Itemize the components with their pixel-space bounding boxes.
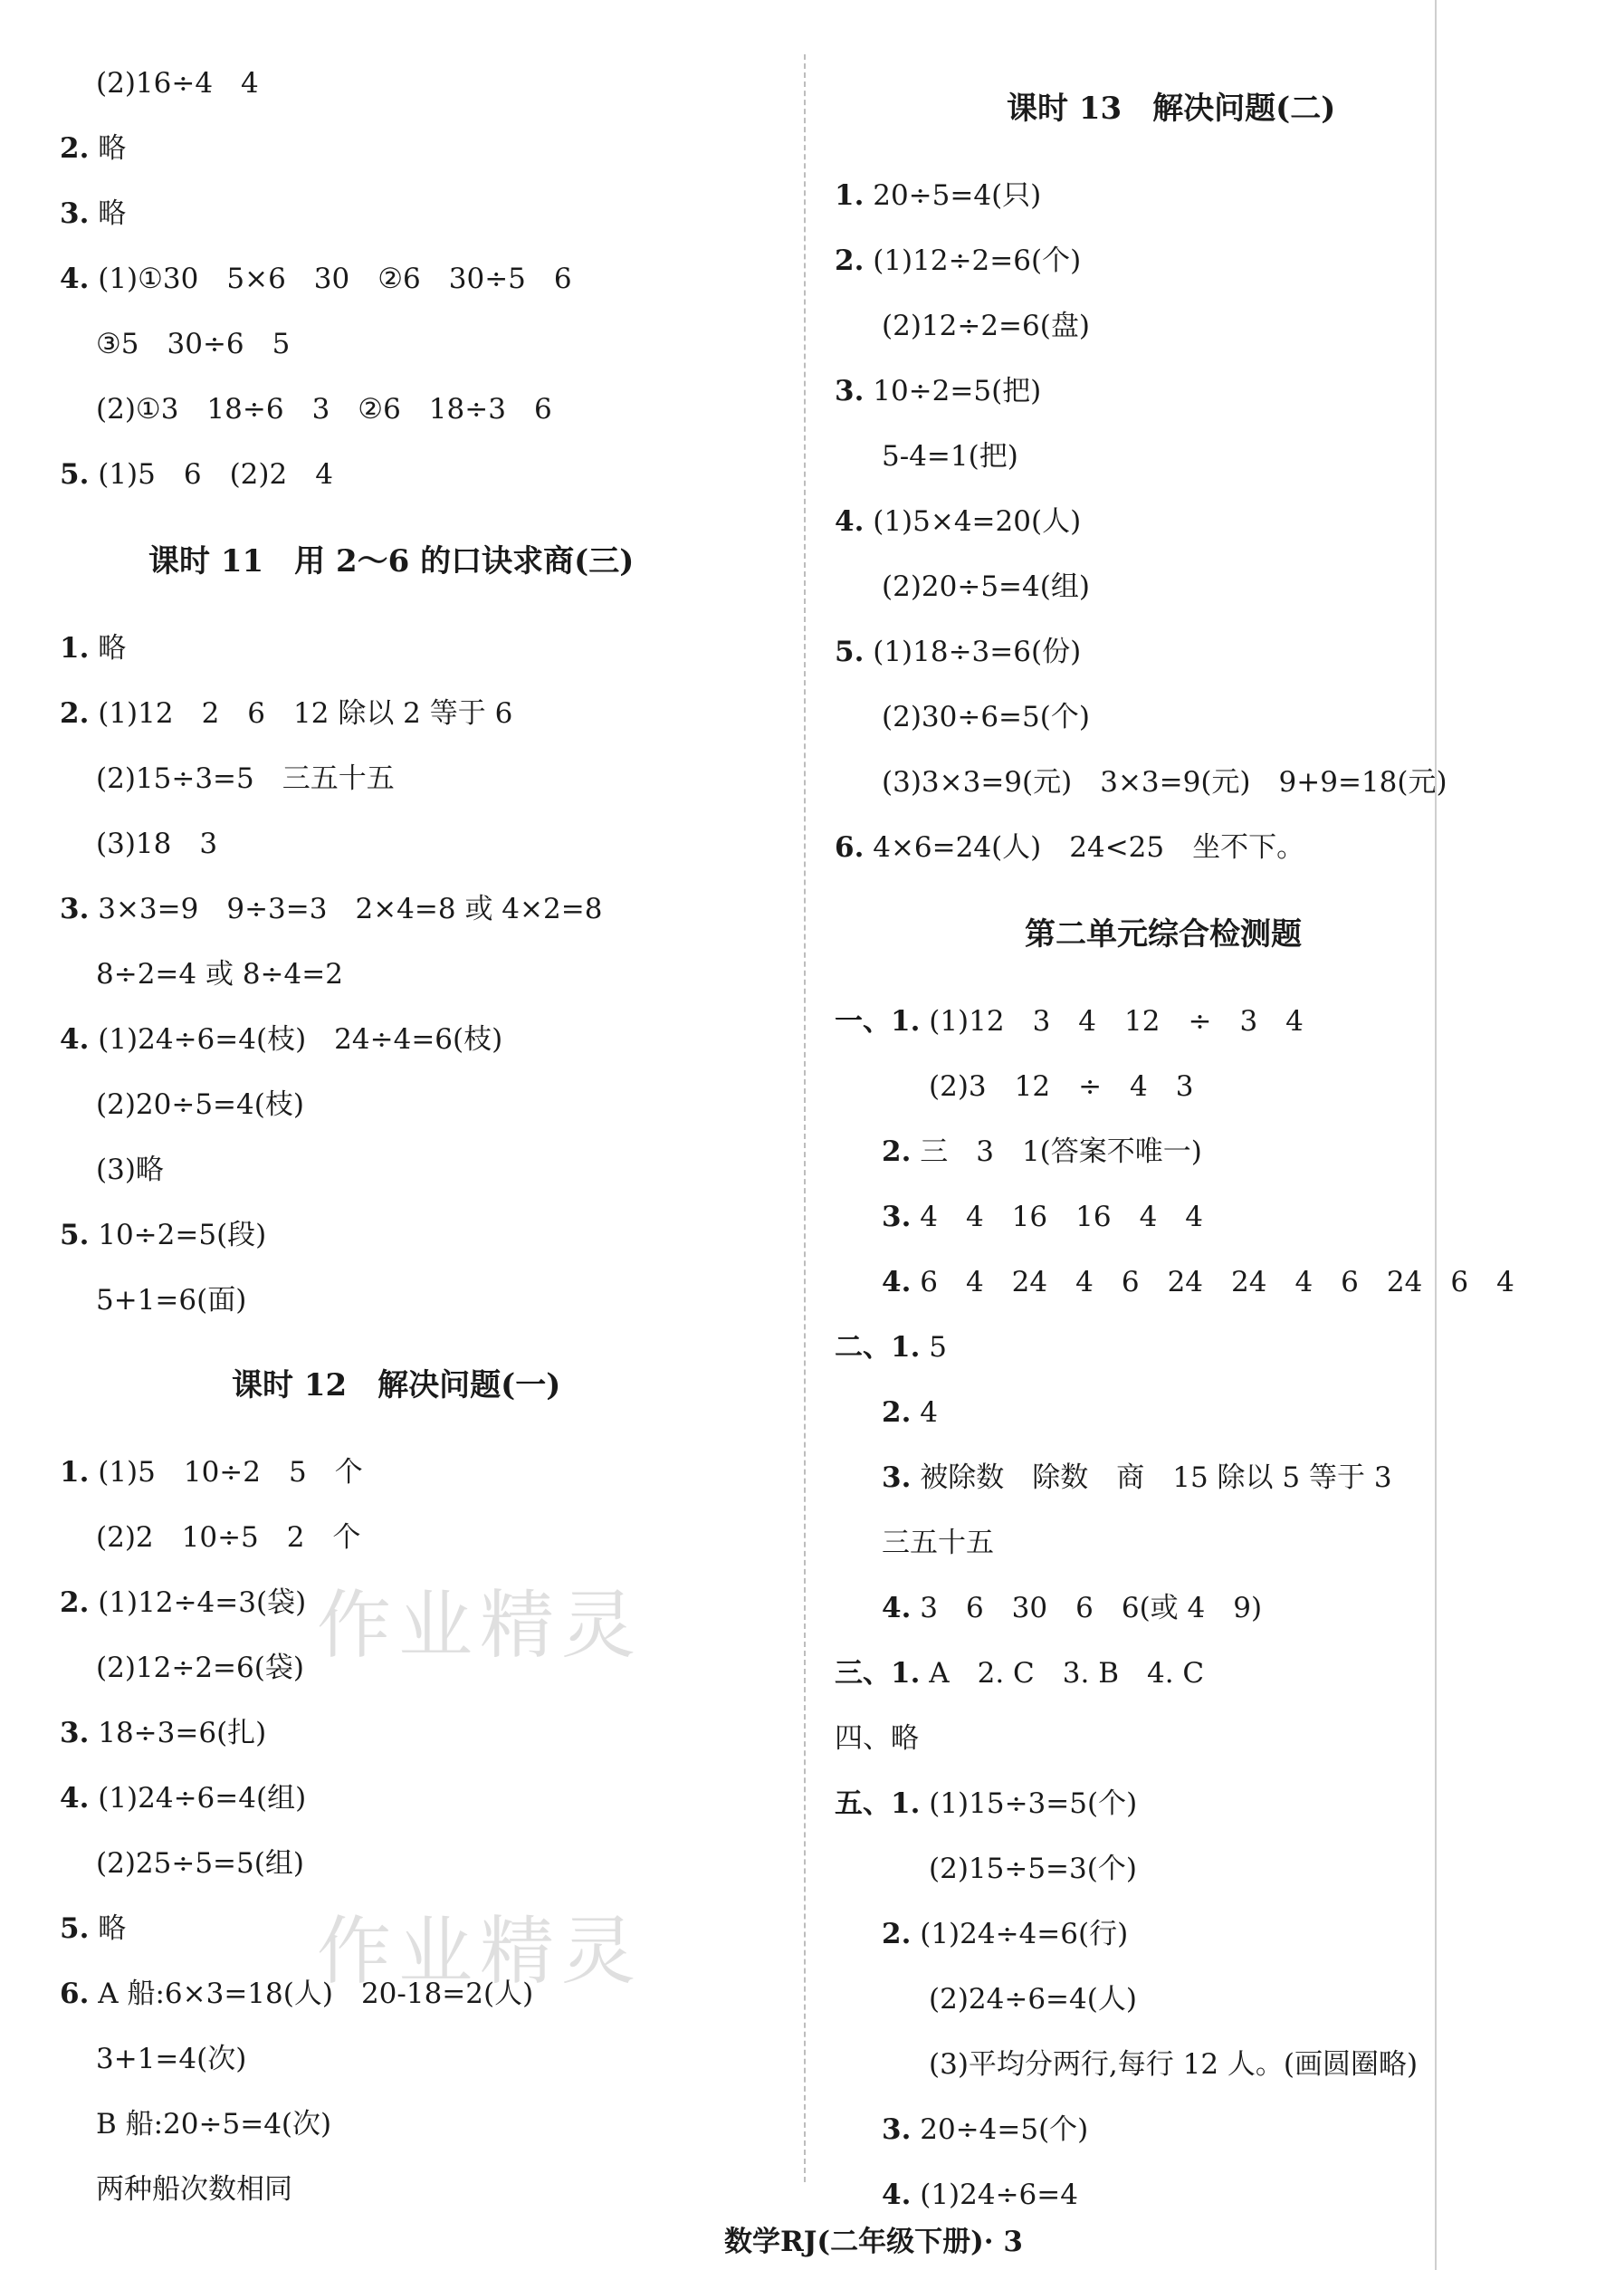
answer-line [60, 694, 512, 733]
watermark-1: 作业精灵 [317, 1583, 644, 1669]
answer-line [835, 1653, 1204, 1693]
answer-line [835, 1327, 947, 1367]
item-number: 6. [835, 831, 865, 864]
answer-text: 18÷3=6(扎) [89, 1717, 267, 1749]
answer-line [835, 1719, 919, 1758]
answer-text: 3+1=4(次) [96, 2043, 247, 2075]
answer-line [96, 1648, 304, 1688]
answer-line [882, 2110, 1088, 2150]
section-heading: 课时 13 解决问题(二) [1007, 91, 1336, 127]
answer-line [96, 324, 290, 364]
answer-line [60, 1909, 126, 1949]
item-number: 4. [60, 1023, 90, 1056]
item-number: 1. [60, 1456, 90, 1489]
answer-line [882, 762, 1447, 802]
item-number: 2. [882, 1396, 912, 1429]
answer-text: (2)25÷5=5(组) [96, 1847, 304, 1880]
answer-text: (1)12÷2=6(个) [864, 244, 1082, 277]
page-footer: 数学RJ(二年级下册)· 3 [724, 2226, 1023, 2258]
answer-text: B 船:20÷5=4(次) [96, 2108, 332, 2141]
answer-text: 5-4=1(把) [882, 440, 1018, 473]
answer-line [60, 1452, 363, 1492]
watermark-2: 作业精灵 [317, 1909, 644, 1995]
answer-text: (3)3×3=9(元) 3×3=9(元) 9+9=18(元) [882, 766, 1447, 799]
answer-line [60, 129, 126, 168]
answer-line [60, 455, 333, 494]
answer-text: (1)12 3 4 12 ÷ 3 4 [920, 1005, 1304, 1038]
answer-line [96, 824, 217, 864]
answer-text: (1)5 10÷2 5 个 [89, 1456, 363, 1489]
answer-text: (1)12÷4=3(袋) [89, 1586, 307, 1619]
answer-text: (1)12 2 6 12 除以 2 等于 6 [89, 697, 513, 730]
answer-text: 三五十五 [882, 1527, 994, 1559]
item-number: 3. [835, 375, 865, 407]
answer-line [60, 1778, 306, 1818]
answer-line [882, 1458, 1392, 1498]
answer-line [835, 632, 1081, 672]
answer-line [60, 1713, 266, 1753]
item-number: 4. [882, 1592, 912, 1624]
answer-line [835, 502, 1081, 541]
item-number: 4. [835, 505, 865, 538]
answer-line [96, 759, 395, 799]
answer-text: (1)①30 5×6 30 ②6 30÷5 6 [89, 263, 572, 295]
answer-text: A 2. C 3. B 4. C [920, 1657, 1205, 1690]
answer-line [882, 567, 1090, 607]
item-number: 2. [60, 132, 90, 165]
answer-text: 三 3 1(答案不唯一) [911, 1135, 1202, 1168]
section-heading: 课时 11 用 2～6 的口诀求商(三) [148, 543, 635, 579]
answer-text: 10÷2=5(把) [864, 375, 1042, 407]
item-number: 3. [882, 1461, 912, 1494]
item-number: 5. [60, 458, 90, 491]
answer-line [882, 1132, 1202, 1172]
answer-text: 略 [89, 197, 127, 230]
answer-text: (2)20÷5=4(组) [882, 570, 1090, 603]
answer-line [96, 1280, 246, 1320]
answer-line [882, 436, 1018, 476]
answer-text: (1)5×4=20(人) [864, 505, 1082, 538]
answer-line [835, 176, 1041, 216]
answer-text: (2)30÷6=5(个) [882, 701, 1090, 733]
answer-line [929, 1979, 1137, 2019]
item-number: 1. [60, 632, 90, 665]
answer-text: 5 [920, 1331, 947, 1364]
answer-line [96, 954, 343, 994]
item-number: 2. [60, 1586, 90, 1619]
answer-line [60, 1215, 266, 1255]
item-number: 3. [60, 197, 90, 230]
answer-line [60, 194, 126, 234]
answer-text: (1)24÷6=4(组) [89, 1782, 307, 1815]
section-heading: 第二单元综合检测题 [1025, 916, 1302, 953]
answer-text: (2)24÷6=4(人) [929, 1983, 1137, 2016]
item-number: 5. [60, 1912, 90, 1945]
answer-text: (2)15÷3=5 三五十五 [96, 762, 395, 795]
answer-line [96, 389, 552, 429]
item-number: 2. [882, 1918, 912, 1950]
item-number: 二、1. [835, 1331, 921, 1364]
answer-text: (2)3 12 ÷ 4 3 [929, 1070, 1194, 1103]
item-number: 3. [60, 893, 90, 925]
answer-line [835, 241, 1081, 281]
answer-text: (1)15÷3=5(个) [920, 1787, 1138, 1820]
answer-text: 略 [89, 1912, 127, 1945]
item-number: 3. [60, 1717, 90, 1749]
answer-text: (1)5 6 (2)2 4 [89, 458, 333, 491]
answer-line [60, 628, 126, 668]
item-number: 3. [882, 2113, 912, 2146]
answer-text: (1)24÷4=6(行) [911, 1918, 1129, 1950]
answer-text: 4 4 16 16 4 4 [911, 1201, 1204, 1233]
answer-text: (3)略 [96, 1154, 164, 1186]
answer-line [882, 2175, 1078, 2215]
answer-text: 略 [89, 632, 127, 665]
answer-line [96, 2169, 292, 2209]
item-number: 2. [60, 697, 90, 730]
item-number: 5. [835, 636, 865, 668]
item-number: 5. [60, 1219, 90, 1251]
answer-line [882, 1197, 1203, 1237]
answer-text: (2)15÷5=3(个) [929, 1853, 1137, 1885]
answer-line [96, 2039, 246, 2079]
answer-line [882, 1262, 1514, 1302]
item-number: 2. [835, 244, 865, 277]
answer-line [60, 889, 602, 929]
answer-text: ③5 30÷6 5 [96, 328, 291, 360]
answer-text: 10÷2=5(段) [89, 1219, 267, 1251]
answer-line [882, 1914, 1128, 1954]
item-number: 2. [882, 1135, 912, 1168]
answer-text: 3 6 30 6 6(或 4 9) [911, 1592, 1263, 1624]
answer-line [60, 259, 572, 299]
answer-line [835, 1001, 1304, 1041]
item-number: 五、1. [835, 1787, 921, 1820]
answer-line [96, 1844, 304, 1883]
item-number: 4. [882, 1266, 912, 1298]
answer-text: (3)18 3 [96, 828, 218, 860]
answer-line [835, 828, 1304, 867]
item-number: 一、1. [835, 1005, 921, 1038]
answer-text: 被除数 除数 商 15 除以 5 等于 3 [911, 1461, 1392, 1494]
answer-line [96, 63, 259, 103]
item-number: 3. [882, 1201, 912, 1233]
answer-text: 4×6=24(人) 24<25 坐不下。 [864, 831, 1305, 864]
answer-text: (2)16÷4 4 [96, 67, 259, 100]
item-number: 4. [882, 2179, 912, 2211]
answer-text: 3×3=9 9÷3=3 2×4=8 或 4×2=8 [89, 893, 603, 925]
answer-text: 4 [911, 1396, 938, 1429]
answer-text: (2)12÷2=6(盘) [882, 310, 1090, 342]
answer-text: 6 4 24 4 6 24 24 4 6 24 6 4 [911, 1266, 1514, 1298]
page-edge-line [1435, 0, 1437, 2270]
answer-line [60, 1020, 502, 1059]
answer-line [929, 1067, 1194, 1106]
answer-line [60, 1583, 306, 1623]
answer-line [96, 2104, 331, 2144]
answer-text: A 船:6×3=18(人) 20-18=2(人) [89, 1978, 534, 2010]
answer-text: (2)20÷5=4(枝) [96, 1088, 304, 1121]
answer-text: 8÷2=4 或 8÷4=2 [96, 958, 343, 991]
answer-text: 四、略 [835, 1722, 919, 1755]
section-heading: 课时 12 解决问题(一) [232, 1367, 561, 1403]
item-number: 三、1. [835, 1657, 921, 1690]
answer-line [96, 1518, 361, 1557]
answer-text: (1)24÷6=4(枝) 24÷4=6(枝) [89, 1023, 503, 1056]
answer-text: (3)平均分两行,每行 12 人。(画圆圈略) [929, 2048, 1419, 2081]
answer-line [882, 1393, 938, 1432]
answer-line [96, 1085, 304, 1125]
item-number: 4. [60, 1782, 90, 1815]
answer-line [835, 371, 1041, 411]
answer-text: 20÷4=5(个) [911, 2113, 1089, 2146]
answer-line [929, 1849, 1137, 1889]
answer-text: 20÷5=4(只) [864, 179, 1042, 212]
answer-line [929, 2045, 1418, 2084]
answer-text: (2)12÷2=6(袋) [96, 1652, 304, 1684]
answer-line [882, 1588, 1262, 1628]
answer-text: 5+1=6(面) [96, 1284, 247, 1317]
answer-text: (2)2 10÷5 2 个 [96, 1521, 361, 1554]
answer-text: (1)24÷6=4 [911, 2179, 1078, 2211]
answer-line [882, 697, 1090, 737]
item-number: 1. [835, 179, 865, 212]
answer-line [882, 306, 1090, 346]
answer-text: (2)①3 18÷6 3 ②6 18÷3 6 [96, 393, 552, 426]
answer-line [96, 1150, 164, 1190]
answer-line [882, 1523, 994, 1563]
answer-line [835, 1784, 1137, 1824]
item-number: 4. [60, 263, 90, 295]
answer-text: 略 [89, 132, 127, 165]
column-divider [804, 54, 806, 2182]
answer-text: (1)18÷3=6(份) [864, 636, 1082, 668]
answer-text: 两种船次数相同 [96, 2173, 292, 2206]
item-number: 6. [60, 1978, 90, 2010]
